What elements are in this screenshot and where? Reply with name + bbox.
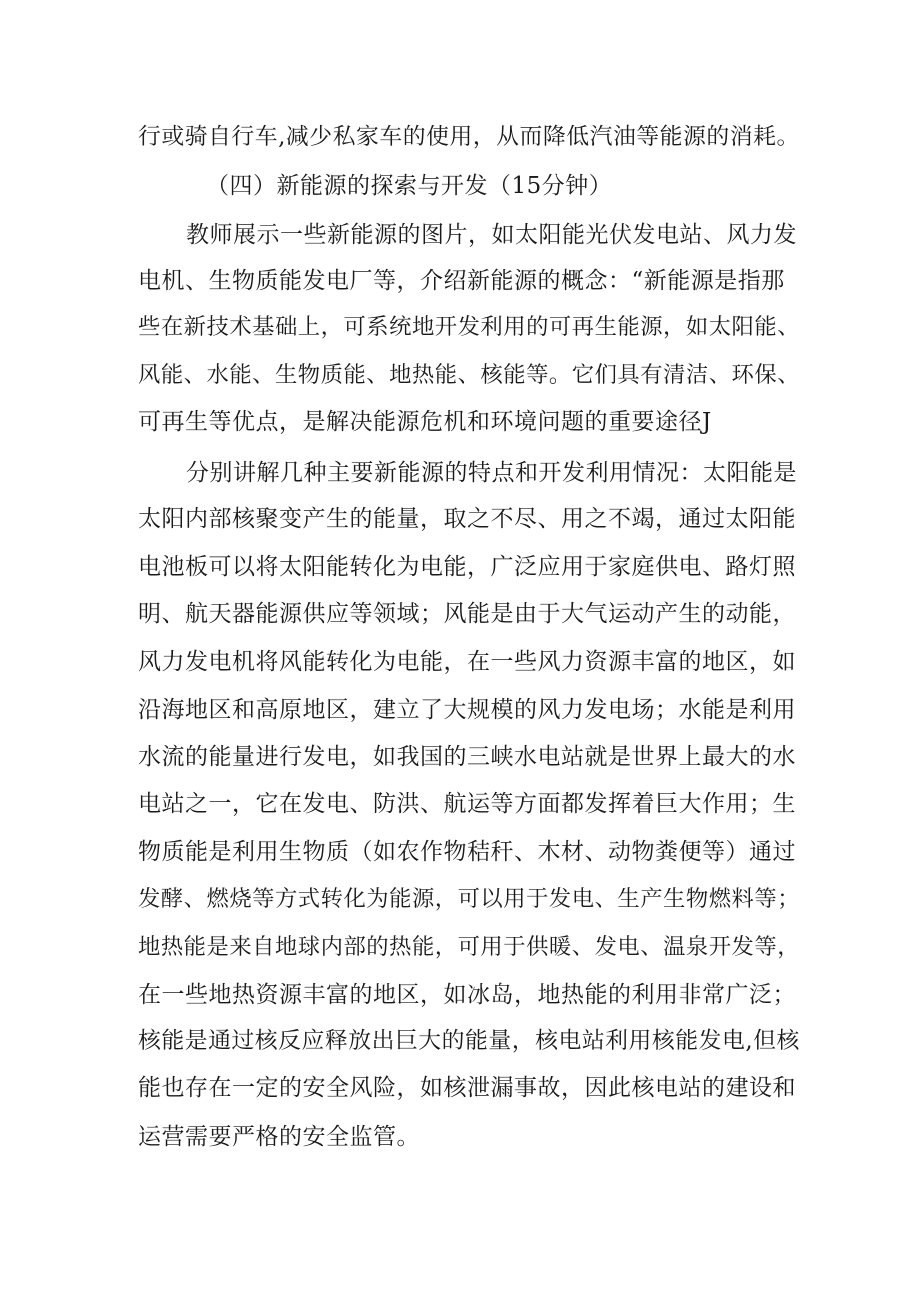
paragraph-line: 明、航天器能源供应等领域；风能是由于大气运动产生的动能， (138, 601, 796, 627)
section-heading: （四）新能源的探索与开发（15分钟） (206, 173, 613, 199)
paragraph-line: 风能、水能、生物质能、地热能、核能等。它们具有清洁、环保、 (138, 362, 801, 388)
paragraph-line: 行或骑自行车,减少私家车的使用，从而降低汽油等能源的消耗。 (138, 124, 800, 150)
paragraph-line: 电池板可以将太阳能转化为电能，广泛应用于家庭供电、路灯照 (138, 554, 796, 580)
paragraph-line: 分别讲解几种主要新能源的特点和开发利用情况：太阳能是 (186, 460, 797, 486)
paragraph-line: 些在新技术基础上，可系统地开发利用的可再生能源，如太阳能、 (138, 314, 801, 340)
paragraph-line: 运营需要严格的安全监管。 (138, 1124, 420, 1150)
paragraph-line: 电站之一，它在发电、防洪、航运等方面都发挥着巨大作用；生 (138, 791, 796, 817)
paragraph-line: 物质能是利用生物质（如农作物秸秆、木材、动物粪便等）通过 (138, 839, 796, 865)
paragraph-line: 太阳内部核聚变产生的能量，取之不尽、用之不竭，通过太阳能 (138, 506, 796, 532)
paragraph-line: 发酵、燃烧等方式转化为能源，可以用于发电、生产生物燃料等； (138, 886, 801, 912)
paragraph-line: 风力发电机将风能转化为电能，在一些风力资源丰富的地区，如 (138, 649, 796, 675)
paragraph-line: 地热能是来自地球内部的热能，可用于供暖、发电、温泉开发等， (138, 934, 801, 960)
paragraph-line: 沿海地区和高原地区，建立了大规模的风力发电场；水能是利用 (138, 697, 796, 723)
paragraph-line: 能也存在一定的安全风险，如核泄漏事故，因此核电站的建设和 (138, 1075, 796, 1101)
paragraph-line: 水流的能量进行发电，如我国的三峡水电站就是世界上最大的水 (138, 744, 796, 770)
paragraph-line: 教师展示一些新能源的图片，如太阳能光伏发电站、风力发 (186, 222, 797, 248)
paragraph-line: 可再生等优点，是解决能源危机和环境问题的重要途径J (138, 409, 712, 435)
paragraph-line: 核能是通过核反应释放出巨大的能量，核电站利用核能发电,但核 (138, 1028, 800, 1054)
paragraph-line: 在一些地热资源丰富的地区，如冰岛，地热能的利用非常广泛； (138, 982, 796, 1008)
paragraph-line: 电机、生物质能发电厂等，介绍新能源的概念：“新能源是指那 (138, 268, 785, 294)
